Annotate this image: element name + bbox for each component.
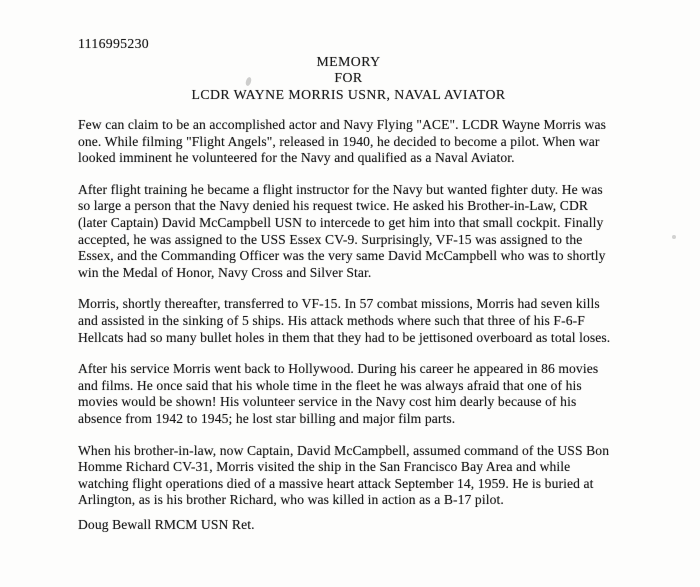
text-line: absence from 1942 to 1945; he lost star billing and major film parts. xyxy=(78,410,456,426)
memo-title-line-3: LCDR WAYNE MORRIS USNR, NAVAL AVIATOR xyxy=(191,86,506,102)
text-line: Arlington, as is his brother Richard, who was killed in action as a B-17 pilot. xyxy=(78,492,504,508)
text-line: one. While filming "Flight Angels", released in 1940, he decided to become a pilot. When war xyxy=(78,133,600,149)
text-line: After flight training he became a flight instructor for the Navy but wanted fighter duty. He was xyxy=(78,181,603,197)
memo-title-line-1: MEMORY xyxy=(316,54,381,69)
memo-body xyxy=(78,117,658,524)
text-line: win the Medal of Honor, Navy Cross and Silver Star. xyxy=(78,264,372,280)
text-line: Few can claim to be an accomplished actor and Navy Flying "ACE". LCDR Wayne Morris was xyxy=(78,117,607,132)
text-line: accepted, he was assigned to the USS Essex CV-9. Surprisingly, VF-15 was assigned to the xyxy=(78,231,583,247)
document-number: 1116995230 xyxy=(78,36,149,51)
text-line: When his brother-in-law, now Captain, David McCampbell, assumed command of the USS Bon xyxy=(78,442,610,458)
text-line: After his service Morris went back to Hollywood. During his career he appeared in 86 movies xyxy=(78,361,599,377)
text-line: (later Captain) David McCampbell USN to intercede to get him into that small cockpit. Finally xyxy=(78,214,604,230)
text-line: looked imminent he volunteered for the Navy and qualified as a Naval Aviator. xyxy=(78,150,515,166)
scan-artifact-speck xyxy=(672,235,676,239)
text-line: watching flight operations died of a massive heart attack September 14, 1959. He is buried at xyxy=(78,475,594,491)
text-line: movies would be shown! His volunteer service in the Navy cost him dearly because of his xyxy=(78,394,577,410)
paragraph xyxy=(78,182,658,282)
paragraph xyxy=(78,443,658,509)
text-line: so large a person that the Navy denied his request twice. He asked his Brother-in-Law, CDR xyxy=(78,198,589,214)
memo-title xyxy=(0,54,697,103)
memo-title-line-2: FOR xyxy=(334,70,363,86)
paragraph xyxy=(78,296,658,346)
text-line: and assisted in the sinking of 5 ships. His attack methods where such that three of his F-6-F xyxy=(78,312,585,328)
paragraph xyxy=(78,361,658,427)
text-line: Hellcats had so many bullet holes in them that they had to be jettisoned overboard as total loses. xyxy=(78,329,611,345)
signature-line: Doug Bewall RMCM USN Ret. xyxy=(78,517,255,532)
text-line: Homme Richard CV-31, Morris visited the ship in the San Francisco Bay Area and while xyxy=(78,459,571,475)
text-line: Essex, and the Commanding Officer was the very same David McCampbell who was to shortly xyxy=(78,248,606,264)
text-line: and films. He once said that his whole time in the fleet he was always afraid that one of his xyxy=(78,377,582,393)
paragraph xyxy=(78,117,658,167)
text-line: Morris, shortly thereafter, transferred to VF-15. In 57 combat missions, Morris had seven kills xyxy=(78,296,600,312)
